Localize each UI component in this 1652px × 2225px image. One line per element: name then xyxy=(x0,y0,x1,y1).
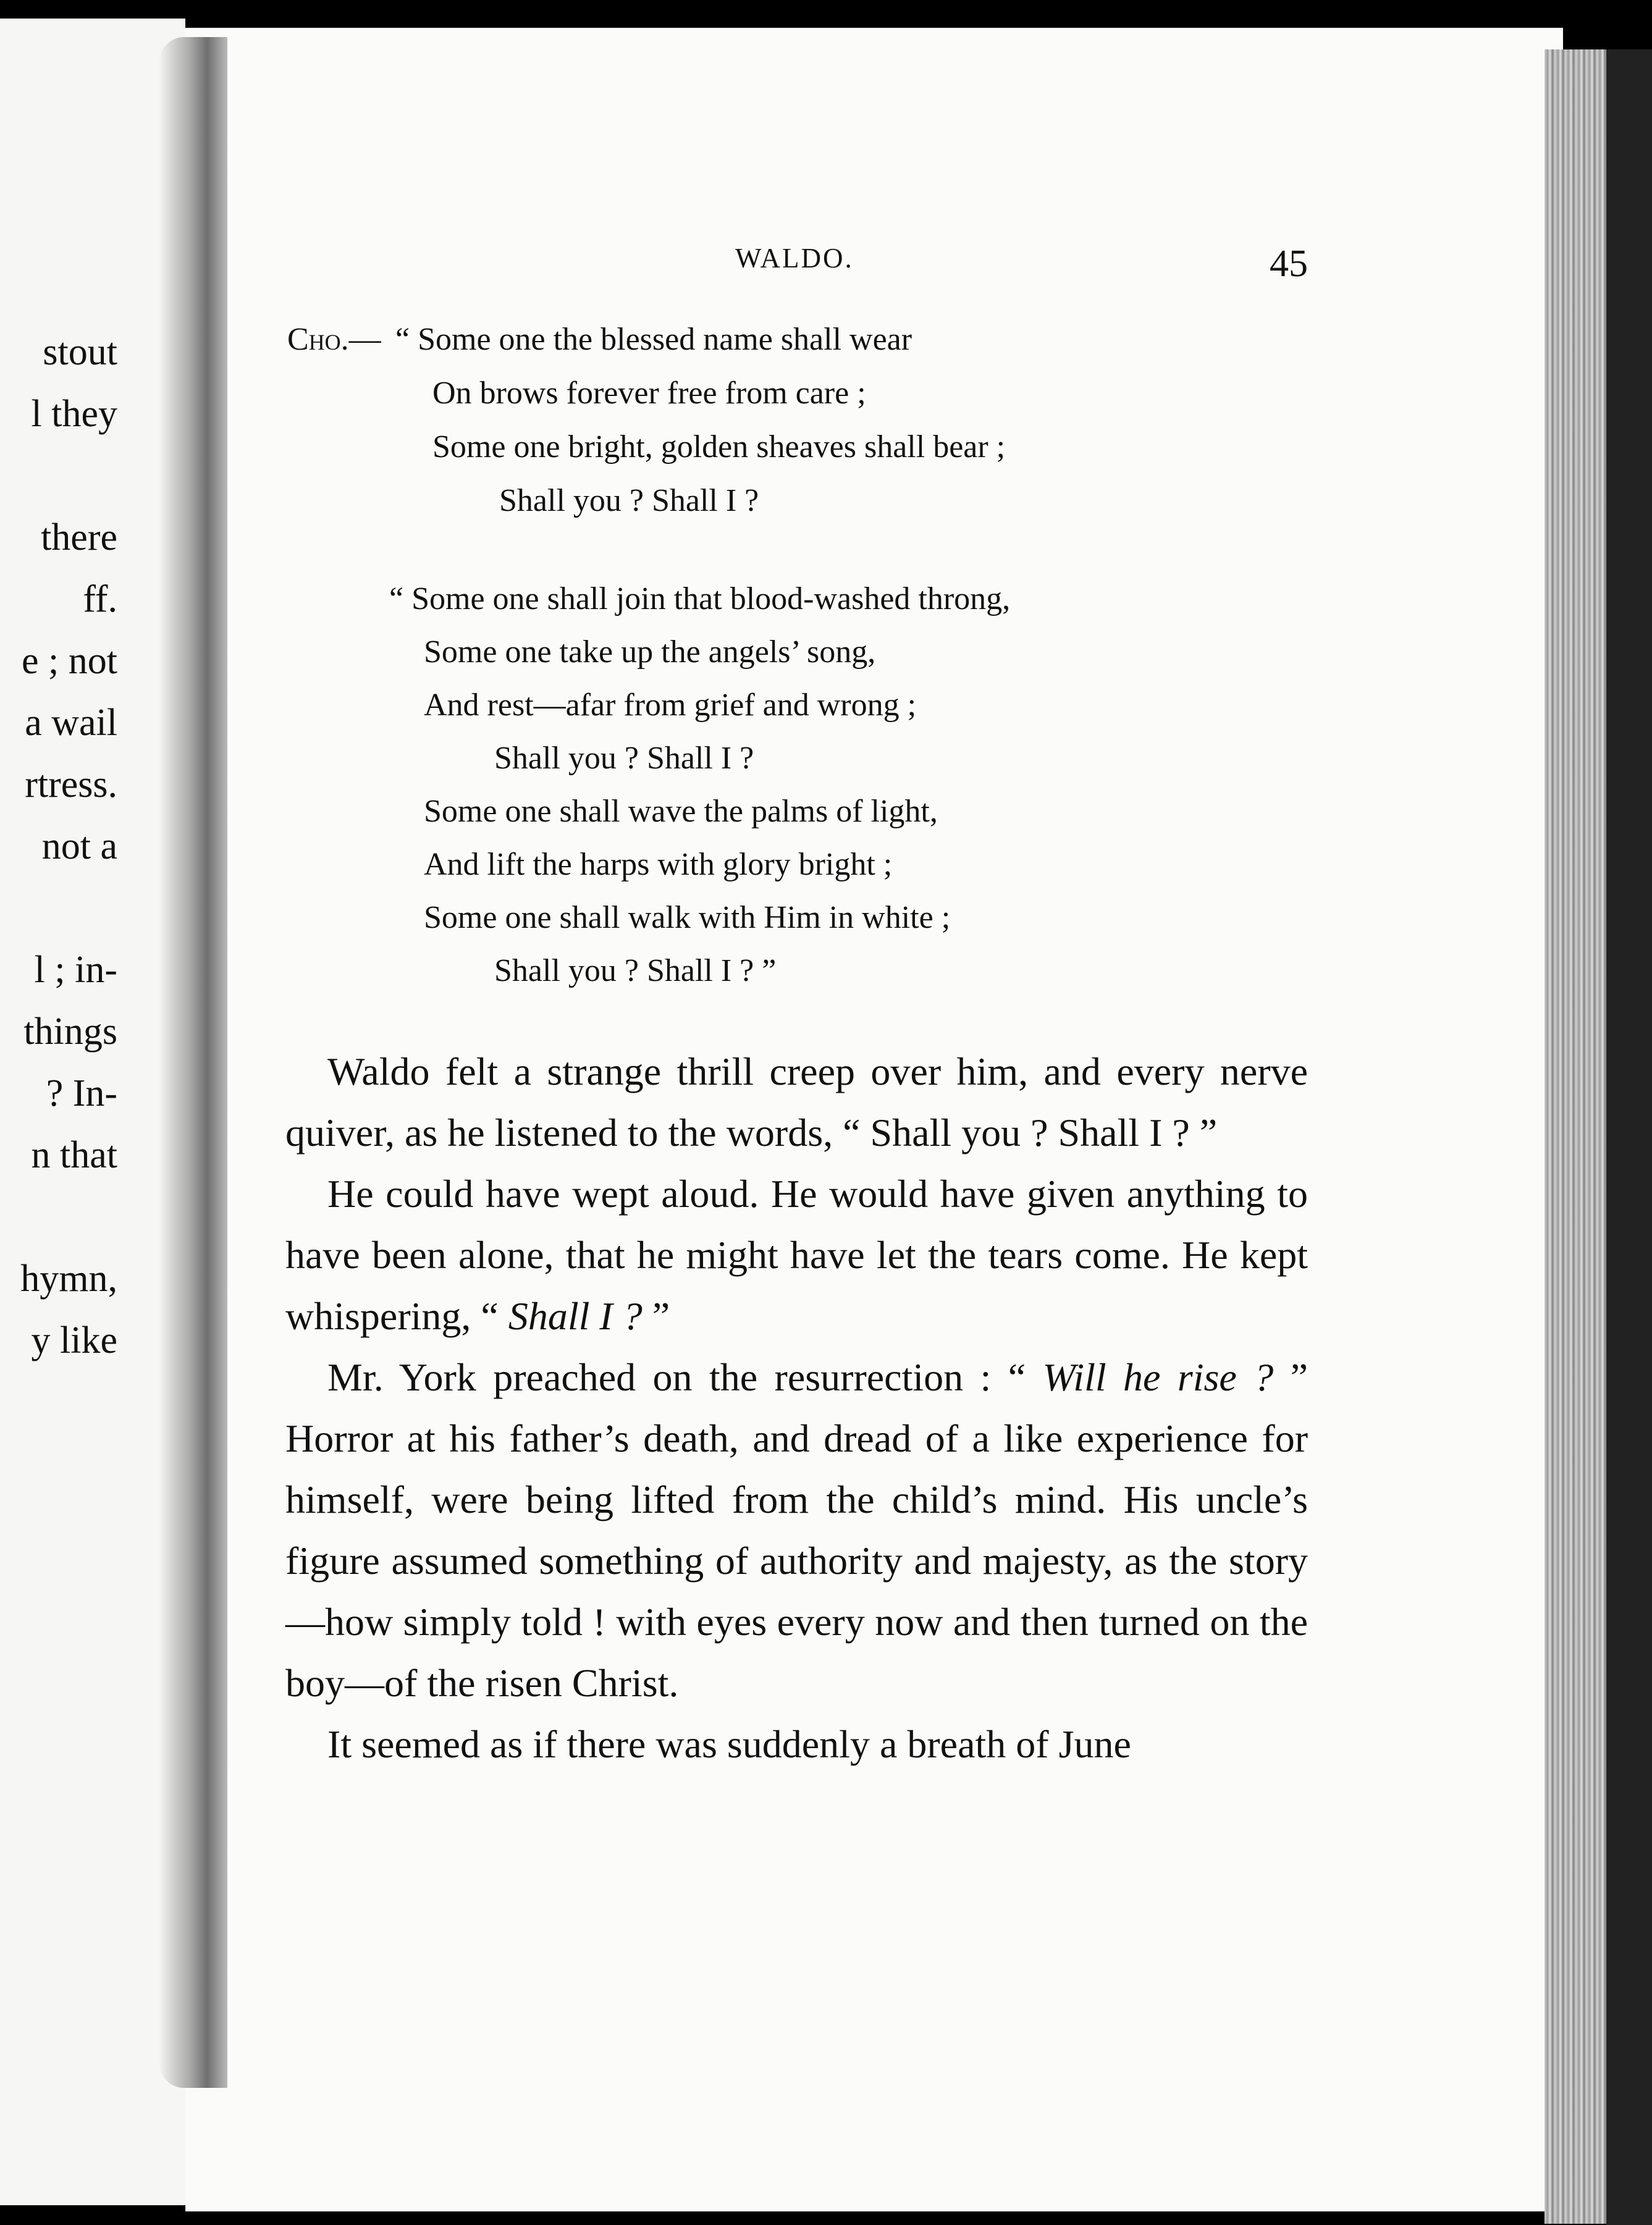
italic-text: Will he rise ? xyxy=(1042,1355,1274,1399)
paragraph-text: ” xyxy=(642,1294,670,1338)
poem-line: And lift the harps with glory bright ; xyxy=(424,847,893,882)
left-fragment: y like xyxy=(31,1319,117,1361)
poem-line: Some one shall wave the palms of light, xyxy=(424,794,938,829)
poem-line: And rest—afar from grief and wrong ; xyxy=(424,688,917,723)
poem-line: Shall you ? Shall I ? xyxy=(499,483,759,518)
paragraph xyxy=(285,1347,1308,1714)
poem-line: Shall you ? Shall I ? xyxy=(494,741,754,776)
left-fragment: ? In- xyxy=(46,1072,117,1114)
left-fragment: things xyxy=(23,1011,117,1053)
left-fragment: l ; in- xyxy=(34,949,117,991)
poem-line: Some one bright, golden sheaves shall bear ; xyxy=(432,429,1006,465)
poem-line: “ Some one the blessed name shall wear xyxy=(395,322,912,357)
paragraph-text: Mr. York preached on the resurrection : “ xyxy=(327,1355,1043,1399)
page-number: 45 xyxy=(1270,243,1308,285)
left-fragment: l they xyxy=(31,393,117,435)
poem-line: Some one shall walk with Him in white ; xyxy=(424,900,951,935)
body-text xyxy=(285,1041,1308,1775)
paragraph: Waldo felt a strange thrill creep over him, and every nerve quiver, as he listened to the words, “ Shall you ? Shall I ? ” xyxy=(285,1049,1308,1155)
poem-line: Shall you ? Shall I ? ” xyxy=(494,953,777,988)
poem-line: “ Some one shall join that blood-washed throng, xyxy=(389,581,1011,616)
chorus-marker: Cho.— xyxy=(287,322,381,357)
paragraph-text: ” Horror at his father’s death, and dread of a like experience for himself, were being lifted from the child’s mind. His uncle’s figure assumed something of authority and majesty, as the story—how simply told ! with eyes every now and then turned on the boy—of the risen Christ. xyxy=(285,1355,1308,1705)
poem-line: Some one take up the angels’ song, xyxy=(424,634,876,670)
left-fragment: hymn, xyxy=(20,1258,117,1300)
left-fragment: ff. xyxy=(83,578,117,620)
left-fragment: stout xyxy=(43,331,117,373)
poem-line: On brows forever free from care ; xyxy=(432,376,866,411)
paragraph: It seemed as if there was suddenly a breath of June xyxy=(327,1722,1131,1766)
running-head: WALDO. xyxy=(735,243,854,274)
left-fragment: not a xyxy=(41,825,117,867)
left-fragment: e ; not xyxy=(22,640,117,682)
left-fragment: rtress. xyxy=(25,763,117,805)
left-fragment: n that xyxy=(31,1134,117,1176)
left-fragment: there xyxy=(41,516,117,558)
left-fragment: a wail xyxy=(25,702,117,744)
paragraph-text: He could have wept aloud. He would have given anything to have been alone, that he might have let the tears come. He kept whispering, “ xyxy=(285,1172,1308,1338)
paragraph xyxy=(285,1163,1308,1347)
italic-text: Shall I ? xyxy=(508,1294,643,1338)
